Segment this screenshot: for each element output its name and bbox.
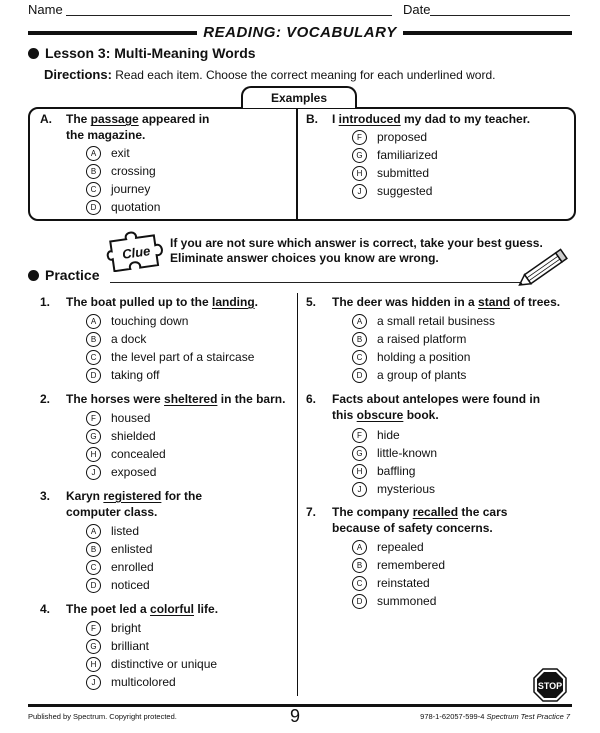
answer-option[interactable] [352,445,582,461]
answer-option[interactable] [86,638,316,654]
answer-text: submitted [377,166,430,180]
answer-bubble[interactable]: J [86,465,101,480]
answer-option[interactable] [352,481,582,497]
answer-text: summoned [377,594,437,608]
answer-text: reinstated [377,576,430,590]
answer-option[interactable] [86,523,316,539]
answer-bubble[interactable]: J [86,675,101,690]
answer-bubble[interactable]: G [86,639,101,654]
answer-bubble[interactable]: D [86,578,101,593]
answer-text: distinctive or unique [111,657,218,671]
answer-option[interactable] [352,367,582,383]
answer-option[interactable] [86,577,316,593]
answer-text: a raised platform [377,332,467,346]
answer-option[interactable] [352,183,582,199]
answer-bubble[interactable]: G [86,429,101,444]
underlined-word: introduced [338,112,401,126]
answer-text: mysterious [377,482,436,496]
answer-text: a group of plants [377,368,467,382]
lesson-title: Lesson 3: Multi-Meaning Words [28,45,256,61]
answer-option[interactable] [86,145,316,161]
answer-bubble[interactable]: B [86,542,101,557]
answer-option[interactable] [86,181,316,197]
answer-option[interactable] [86,620,316,636]
answer-option[interactable] [352,427,582,443]
answer-text: journey [111,182,151,196]
answer-bubble[interactable]: B [86,164,101,179]
answer-bubble[interactable]: C [86,350,101,365]
answer-bubble[interactable]: C [86,560,101,575]
clue-text: If you are not sure which answer is correct, take your best guess. Eliminate answer choices you know are wrong. [170,236,543,265]
name-label: Name [28,2,63,17]
answer-bubble[interactable]: A [86,314,101,329]
underlined-word: stand [478,295,511,309]
answer-text: noticed [111,578,150,592]
question-number: 4. [40,602,51,616]
answer-text: multicolored [111,675,176,689]
answer-bubble[interactable]: H [86,657,101,672]
practice-title: Practice [28,267,99,283]
answer-text: familiarized [377,148,438,162]
answer-bubble[interactable]: C [86,182,101,197]
answer-text: remembered [377,558,446,572]
examples-tab: Examples [241,86,357,108]
underlined-word: registered [103,489,162,503]
answer-text: enrolled [111,560,154,574]
answer-bubble[interactable]: B [352,558,367,573]
answer-text: concealed [111,447,166,461]
underlined-word: landing [212,295,255,309]
answer-bubble[interactable]: C [352,350,367,365]
answer-option[interactable] [352,557,582,573]
question-6: 6. Facts about antelopes were found in this obscure book. [306,392,541,422]
answer-bubble[interactable]: A [86,524,101,539]
answer-bubble[interactable]: H [86,447,101,462]
underlined-word: colorful [150,602,195,616]
answer-option[interactable] [86,163,316,179]
answer-option[interactable] [86,559,316,575]
underlined-word: passage [90,112,139,126]
answer-option[interactable] [352,463,582,479]
answer-text: the level part of a staircase [111,350,255,364]
question-number: 5. [306,295,317,309]
answer-text: exit [111,146,130,160]
answer-text: proposed [377,130,428,144]
answer-bubble[interactable]: F [352,428,367,443]
clue-badge: Clue [121,243,152,262]
answer-option[interactable] [86,541,316,557]
answer-option[interactable] [352,313,582,329]
answer-option[interactable] [352,575,582,591]
example-a-question: A. The passage appeared in the magazine. [40,112,210,142]
answer-bubble[interactable]: A [352,314,367,329]
answer-option[interactable] [352,165,582,181]
question-7: 7. The company recalled the cars because of safety concerns. [306,505,508,535]
answer-text: suggested [377,184,433,198]
answer-text: touching down [111,314,189,328]
answer-bubble[interactable]: D [86,200,101,215]
question-1: 1. The boat pulled up to the landing. [40,295,259,309]
answer-text: bright [111,621,142,635]
answer-bubble[interactable]: B [352,332,367,347]
question-number: 3. [40,489,51,503]
answer-bubble[interactable]: D [352,594,367,609]
question-5: 5. The deer was hidden in a stand of trees. [306,295,561,309]
answer-option[interactable] [86,349,316,365]
page-title: READING: VOCABULARY [0,24,600,41]
stop-sign-icon [533,668,567,702]
answer-option[interactable] [352,331,582,347]
answer-text: little-known [377,446,438,460]
answer-bubble[interactable]: D [352,368,367,383]
pencil-icon [518,246,574,288]
underlined-word: obscure [356,408,404,422]
answer-bubble[interactable]: F [352,130,367,145]
answer-text: exposed [111,465,157,479]
underlined-word: sheltered [164,392,218,406]
answer-text: baffling [377,464,416,478]
answer-option[interactable] [86,656,316,672]
question-4: 4. The poet led a colorful life. [40,602,219,616]
answer-bubble[interactable]: B [86,332,101,347]
answer-text: taking off [111,368,160,382]
directions: Directions: Read each item. Choose the correct meaning for each underlined word. [44,67,496,82]
bullet-icon [28,270,39,281]
footer-book-id: 978-1-62057-599-4 Spectrum Test Practice 7 [420,712,570,721]
question-number: 6. [306,392,317,406]
stop-label: STOP [537,681,563,691]
answer-bubble[interactable]: J [352,184,367,199]
puzzle-clue-icon [106,224,168,272]
answer-text: holding a position [377,350,471,364]
answer-bubble[interactable]: H [352,166,367,181]
answer-bubble[interactable]: G [352,148,367,163]
answer-option[interactable] [86,410,316,426]
answer-bubble[interactable]: J [352,482,367,497]
answer-text: repealed [377,540,424,554]
answer-text: brilliant [111,639,150,653]
question-3: 3. Karyn registered for the computer class. [40,489,203,519]
footer-copyright: Published by Spectrum. Copyright protected. [28,712,177,721]
answer-option[interactable] [86,464,316,480]
name-field[interactable] [66,15,392,16]
answer-bubble[interactable]: D [86,368,101,383]
answer-text: a small retail business [377,314,496,328]
question-number: 1. [40,295,51,309]
answer-option[interactable] [352,129,582,145]
practice-rule [110,282,530,283]
bullet-icon [28,48,39,59]
answer-option[interactable] [352,349,582,365]
answer-text: housed [111,411,151,425]
answer-bubble[interactable]: A [352,540,367,555]
answer-option[interactable] [86,446,316,462]
underlined-word: recalled [412,505,459,519]
answer-bubble[interactable]: H [352,464,367,479]
answer-text: enlisted [111,542,153,556]
question-number: 2. [40,392,51,406]
answer-bubble[interactable]: F [86,621,101,636]
answer-option[interactable] [86,428,316,444]
answer-text: hide [377,428,400,442]
answer-bubble[interactable]: A [86,146,101,161]
answer-text: a dock [111,332,147,346]
answer-text: quotation [111,200,161,214]
date-field[interactable] [430,15,570,16]
example-b-question: B. I introduced my dad to my teacher. [306,112,531,126]
answer-option[interactable] [352,147,582,163]
answer-option[interactable] [86,367,316,383]
answer-text: crossing [111,164,156,178]
answer-option[interactable] [86,199,316,215]
question-number: 7. [306,505,317,519]
answer-bubble[interactable]: G [352,446,367,461]
answer-option[interactable] [352,539,582,555]
answer-text: listed [111,524,140,538]
date-label: Date [403,2,431,17]
answer-option[interactable] [86,674,316,690]
question-2: 2. The horses were sheltered in the barn. [40,392,286,406]
answer-text: shielded [111,429,156,443]
answer-option[interactable] [86,331,316,347]
page-number: 9 [290,706,301,726]
answer-option[interactable] [86,313,316,329]
answer-bubble[interactable]: C [352,576,367,591]
answer-bubble[interactable]: F [86,411,101,426]
answer-option[interactable] [352,593,582,609]
